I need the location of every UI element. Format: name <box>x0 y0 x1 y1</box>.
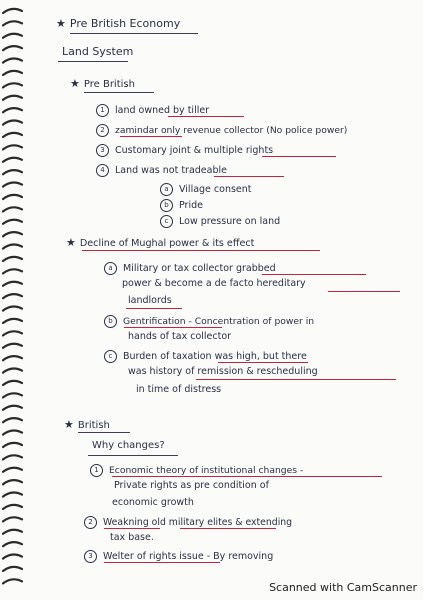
spiral-ring <box>3 282 22 286</box>
land-system-underline <box>58 61 128 62</box>
spiral-ring <box>3 108 22 112</box>
highlight-underline <box>196 379 396 380</box>
list-item: 1 Economic theory of institutional changes - <box>90 464 303 477</box>
why-changes-underline <box>88 455 178 456</box>
spiral-ring <box>3 71 22 75</box>
spiral-ring <box>3 468 22 472</box>
star-bullet-icon: ★ <box>66 236 76 249</box>
spiral-ring <box>3 530 22 534</box>
list-item: c Low pressure on land <box>160 215 280 228</box>
spiral-ring <box>3 579 22 583</box>
spiral-ring <box>3 418 22 422</box>
highlight-underline <box>124 327 222 328</box>
spiral-binding <box>0 0 26 600</box>
spiral-ring <box>3 46 22 50</box>
list-item: a Village consent <box>160 183 252 196</box>
watermark: Scanned with CamScanner <box>269 581 417 594</box>
subheading-pre-british: ★ Pre British <box>70 77 135 90</box>
spiral-ring <box>3 331 22 335</box>
list-item: 3 Welter of rights issue - By removing <box>84 550 273 563</box>
spiral-ring <box>3 356 22 360</box>
spiral-ring <box>3 393 22 397</box>
list-item: 2 zamindar only revenue collector (No police power) <box>96 124 347 137</box>
spiral-ring <box>3 158 22 162</box>
star-bullet-icon: ★ <box>64 418 74 431</box>
highlight-underline <box>180 528 276 529</box>
list-item: a Military or tax collector grabbed <box>104 262 276 275</box>
list-item-line: tax base. <box>110 532 154 543</box>
spiral-ring <box>3 480 22 484</box>
spiral-ring <box>3 443 22 447</box>
list-item-line: Private rights as pre condition of <box>114 480 269 491</box>
highlight-underline <box>262 156 336 157</box>
spiral-ring <box>3 567 22 571</box>
british-underline <box>78 432 130 433</box>
list-item: 4 Land was not tradeable <box>96 164 227 177</box>
spiral-ring <box>3 207 22 211</box>
highlight-underline <box>112 476 382 477</box>
highlight-underline <box>218 362 308 363</box>
spiral-ring <box>3 294 22 298</box>
list-item: c Burden of taxation was high, but there <box>104 350 307 363</box>
list-item-line: in time of distress <box>136 384 222 395</box>
spiral-ring <box>3 517 22 521</box>
title-underline <box>70 33 198 34</box>
spiral-ring <box>3 195 22 199</box>
list-item-line: landlords <box>128 295 172 306</box>
spiral-ring <box>3 34 22 38</box>
spiral-ring <box>3 232 22 236</box>
spiral-ring <box>3 183 22 187</box>
list-item-line: hands of tax collector <box>128 331 232 342</box>
spiral-ring <box>3 555 22 559</box>
list-item: 1 land owned by tiller <box>96 104 209 117</box>
spiral-ring <box>3 493 22 497</box>
list-item-line: economic growth <box>112 497 194 508</box>
highlight-underline <box>120 136 182 137</box>
spiral-ring <box>3 170 22 174</box>
list-item: 2 Weakning old military elites & extending <box>84 516 292 529</box>
why-changes-heading: Why changes? <box>92 440 165 451</box>
list-item-line: power & become a de facto hereditary <box>122 278 306 289</box>
spiral-ring <box>3 21 22 25</box>
star-bullet-icon: ★ <box>56 17 66 30</box>
highlight-underline <box>104 528 160 529</box>
pre-british-underline <box>84 92 154 93</box>
spiral-ring <box>3 344 22 348</box>
spiral-ring <box>3 505 22 509</box>
spiral-ring <box>3 319 22 323</box>
spiral-ring <box>3 542 22 546</box>
spiral-ring <box>3 220 22 224</box>
spiral-ring <box>3 83 22 87</box>
decline-underline <box>82 250 320 251</box>
spiral-ring <box>3 257 22 261</box>
list-item: b Gentrification - Concentration of power in <box>104 315 314 328</box>
highlight-underline <box>262 274 366 275</box>
subheading-british: ★ British <box>64 418 110 431</box>
spiral-ring <box>3 96 22 100</box>
subheading-decline: ★ Decline of Mughal power & its effect <box>66 236 255 249</box>
highlight-underline <box>126 308 182 309</box>
spiral-ring <box>3 381 22 385</box>
spiral-ring <box>3 59 22 63</box>
spiral-ring <box>3 9 22 13</box>
spiral-ring <box>3 145 22 149</box>
spiral-ring <box>3 431 22 435</box>
section-heading-land-system: Land System <box>62 45 134 58</box>
spiral-ring <box>3 455 22 459</box>
highlight-underline <box>328 291 400 292</box>
highlight-underline <box>214 176 284 177</box>
spiral-ring <box>3 307 22 311</box>
spiral-ring <box>3 406 22 410</box>
spiral-ring <box>3 369 22 373</box>
list-item-line: was history of remission & rescheduling <box>128 366 318 377</box>
page-title: ★ Pre British Economy <box>56 17 181 30</box>
highlight-underline <box>104 562 220 563</box>
star-bullet-icon: ★ <box>70 77 80 90</box>
spiral-ring <box>3 245 22 249</box>
spiral-ring <box>3 121 22 125</box>
spiral-ring <box>3 133 22 137</box>
list-item: 3 Customary joint & multiple rights <box>96 144 273 157</box>
highlight-underline <box>168 116 244 117</box>
list-item: b Pride <box>160 199 203 212</box>
spiral-ring <box>3 269 22 273</box>
